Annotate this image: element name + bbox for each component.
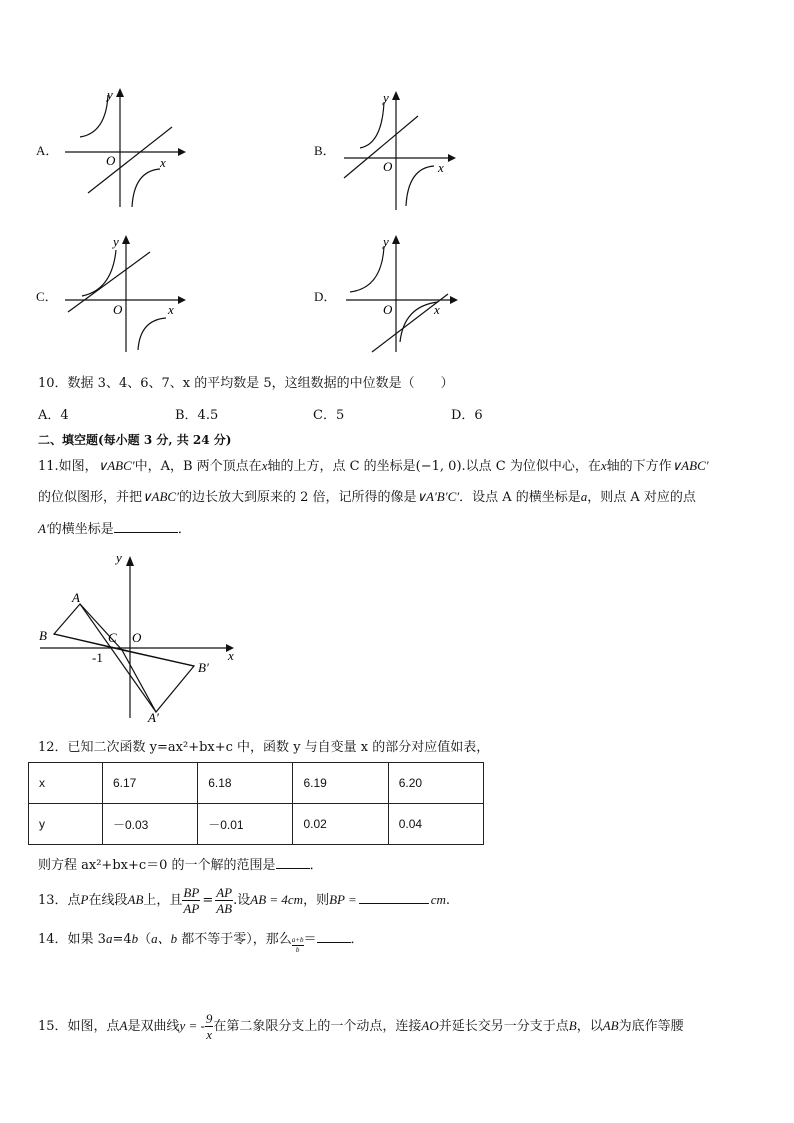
q14-text: ． [350,932,364,947]
q11-triangle: ∨ABC′ [97,458,135,473]
q13-line [38,880,450,920]
fraction-denominator: x [206,1027,213,1042]
q11-fig-point-b: B [39,628,47,643]
q14-text: 14．如果 3 [38,932,106,947]
q14-text: （ [138,932,152,947]
q11-text: 的边长放大到原来的 2 倍，记所得的像是 [178,490,417,505]
q13-unit: cm [430,892,446,907]
q11-text: 的位似图形，并把 [38,490,143,505]
option-b-y-label: y [383,90,389,105]
q11-text: 轴的下方作 [606,459,672,474]
q15-segment-ao: AO [421,1018,439,1033]
q14-fraction [292,936,304,955]
q11-text: ．设点 A 的横坐标是 [459,490,581,505]
table-row [29,763,484,804]
option-a-graph [60,85,190,210]
q11-triangle: ∨ABC′ [142,489,179,504]
q14-var-a: a [105,931,113,946]
q11-text: 轴的上方，点 C 的坐标是(−1, 0).以点 C 为位似中心，在 [267,459,601,474]
q13-text: . [445,893,451,908]
q14-line [38,928,364,955]
q11-triangle: ∨ABC′ [671,458,709,473]
option-c-x-label: x [168,302,174,317]
option-b-graph [338,88,463,213]
q15-equation: y = - [179,1018,205,1033]
q11-fig-x-label: x [228,648,234,663]
q11-var-a: a [580,489,588,504]
q15-segment-ab: AB [602,1018,619,1033]
q13-text: ，则 [303,893,330,908]
q15-text: 在第二象限分支上的一个动点，连接 [213,1019,422,1034]
q14-text: ＝ [303,932,317,947]
q10-choice-c: C．5 [313,408,345,423]
q10-stem: 10．数据 3、4、6、7、x 的平均数是 5，这组数据的中位数是（ ） [38,376,454,391]
q15-text: 15．如图，点 [38,1019,120,1034]
q15-text: ，以 [576,1019,603,1034]
q11-point-ap: A′ [38,521,49,536]
table-cell: 6.19 [293,763,388,804]
q12-answer-blank[interactable] [276,854,310,869]
q13-segment-ab: AB [127,892,144,907]
q13-equals: = [202,893,214,908]
q10-choice-b: B．4.5 [175,408,219,423]
q11-line1 [38,456,709,477]
section-title: 二、填空题(每小题 3 分, 共 24 分) [38,433,232,447]
option-b-origin-label: O [383,159,393,174]
q10-choice-d: D．6 [451,408,483,423]
q11-fig-point-a: A [72,590,80,605]
q13-answer-blank[interactable] [359,889,429,904]
q13-text: 在线段 [88,893,128,908]
q12-text: ． [309,858,323,873]
q14-var-b: b [131,931,139,946]
q13-fraction-bp-ap [182,885,200,916]
fraction-denominator: b [295,946,300,954]
fraction-numerator: 9 [205,1011,213,1026]
q13-fraction-ap-ab [215,885,233,916]
q15-text: 是双曲线 [127,1019,180,1034]
option-c-label: C． [36,289,58,304]
q11-fig-y-label: y [116,550,122,565]
q11-image-triangle: ∨A′B′C′ [416,489,460,504]
q13-unknown: BP = [329,892,357,907]
q13-text: 13．点 [38,893,81,908]
table-cell: 0.04 [388,804,483,845]
q15-point-b: B [568,1018,577,1033]
q13-text: .设 [233,893,251,908]
option-c-origin-label: O [113,302,123,317]
q11-fig-point-c: C [108,630,117,645]
option-a-label: A． [36,143,59,158]
option-d-x-label: x [434,302,440,317]
option-a-y-label: y [107,87,113,102]
option-d-y-label: y [383,234,389,249]
option-a-x-label: x [160,155,166,170]
q15-line [38,1006,684,1046]
q11-figure [36,548,246,728]
q11-fig-point-bp: B′ [198,660,209,675]
fraction-numerator: BP [183,885,200,900]
option-a-origin-label: O [106,153,116,168]
q13-given: AB = 4cm [250,892,304,907]
q10-choice-a: A．4 [38,408,69,423]
table-row [29,804,484,845]
q12-stem: 12．已知二次函数 y=ax²+bx+c 中，函数 y 与自变量 x 的部分对应值如表， [38,740,490,755]
option-d-label: D． [314,289,337,304]
table-cell: －0.01 [198,804,293,845]
table-cell: x [29,763,103,804]
q15-text: 为底作等腰 [618,1019,684,1034]
q11-x-var: x [261,458,268,473]
fraction-numerator: AP [216,885,233,900]
q11-text: 的横坐标是 [48,522,114,537]
q11-text: 中，A，B 两个顶点在 [134,459,262,474]
table-cell: 6.17 [102,763,197,804]
q11-fig-neg1: -1 [92,650,103,665]
fraction-numerator: a+b [291,936,304,944]
q14-text: =4 [112,932,132,947]
q15-text: 并延长交另一分支于点 [438,1019,569,1034]
option-b-label: B． [314,143,336,158]
table-cell: 6.20 [388,763,483,804]
q11-text: 11.如图， [38,459,98,474]
table-cell: y [29,804,103,845]
q11-x-var: x [600,458,607,473]
q11-fig-point-ap: A′ [148,710,159,725]
q12-text: 则方程 ax²+bx+c＝0 的一个解的范围是 [38,858,276,873]
fraction-denominator: AP [183,901,200,916]
q11-line2 [38,487,696,508]
q12-table [28,762,484,845]
option-b-x-label: x [438,160,444,175]
q14-answer-blank[interactable] [317,928,351,943]
q14-text: 都不等于零），那么 [177,932,292,947]
option-d-graph [338,232,468,357]
table-cell: 0.02 [293,804,388,845]
option-d-origin-label: O [383,302,393,317]
q13-point-p: P [80,892,89,907]
option-c-graph [60,232,190,357]
q11-text: ． [177,522,191,537]
q11-answer-blank[interactable] [114,518,178,533]
q11-text: ，则点 A 对应的点 [587,490,696,505]
q11-fig-origin: O [132,630,142,645]
fraction-denominator: AB [216,901,233,916]
table-cell: －0.03 [102,804,197,845]
option-c-y-label: y [113,234,119,249]
table-cell: 6.18 [198,763,293,804]
q11-line3 [38,518,191,540]
q13-text: 上，且 [143,893,183,908]
q12-question [38,854,323,876]
q14-vars: a、b [151,931,178,946]
q15-point-a: A [119,1018,128,1033]
